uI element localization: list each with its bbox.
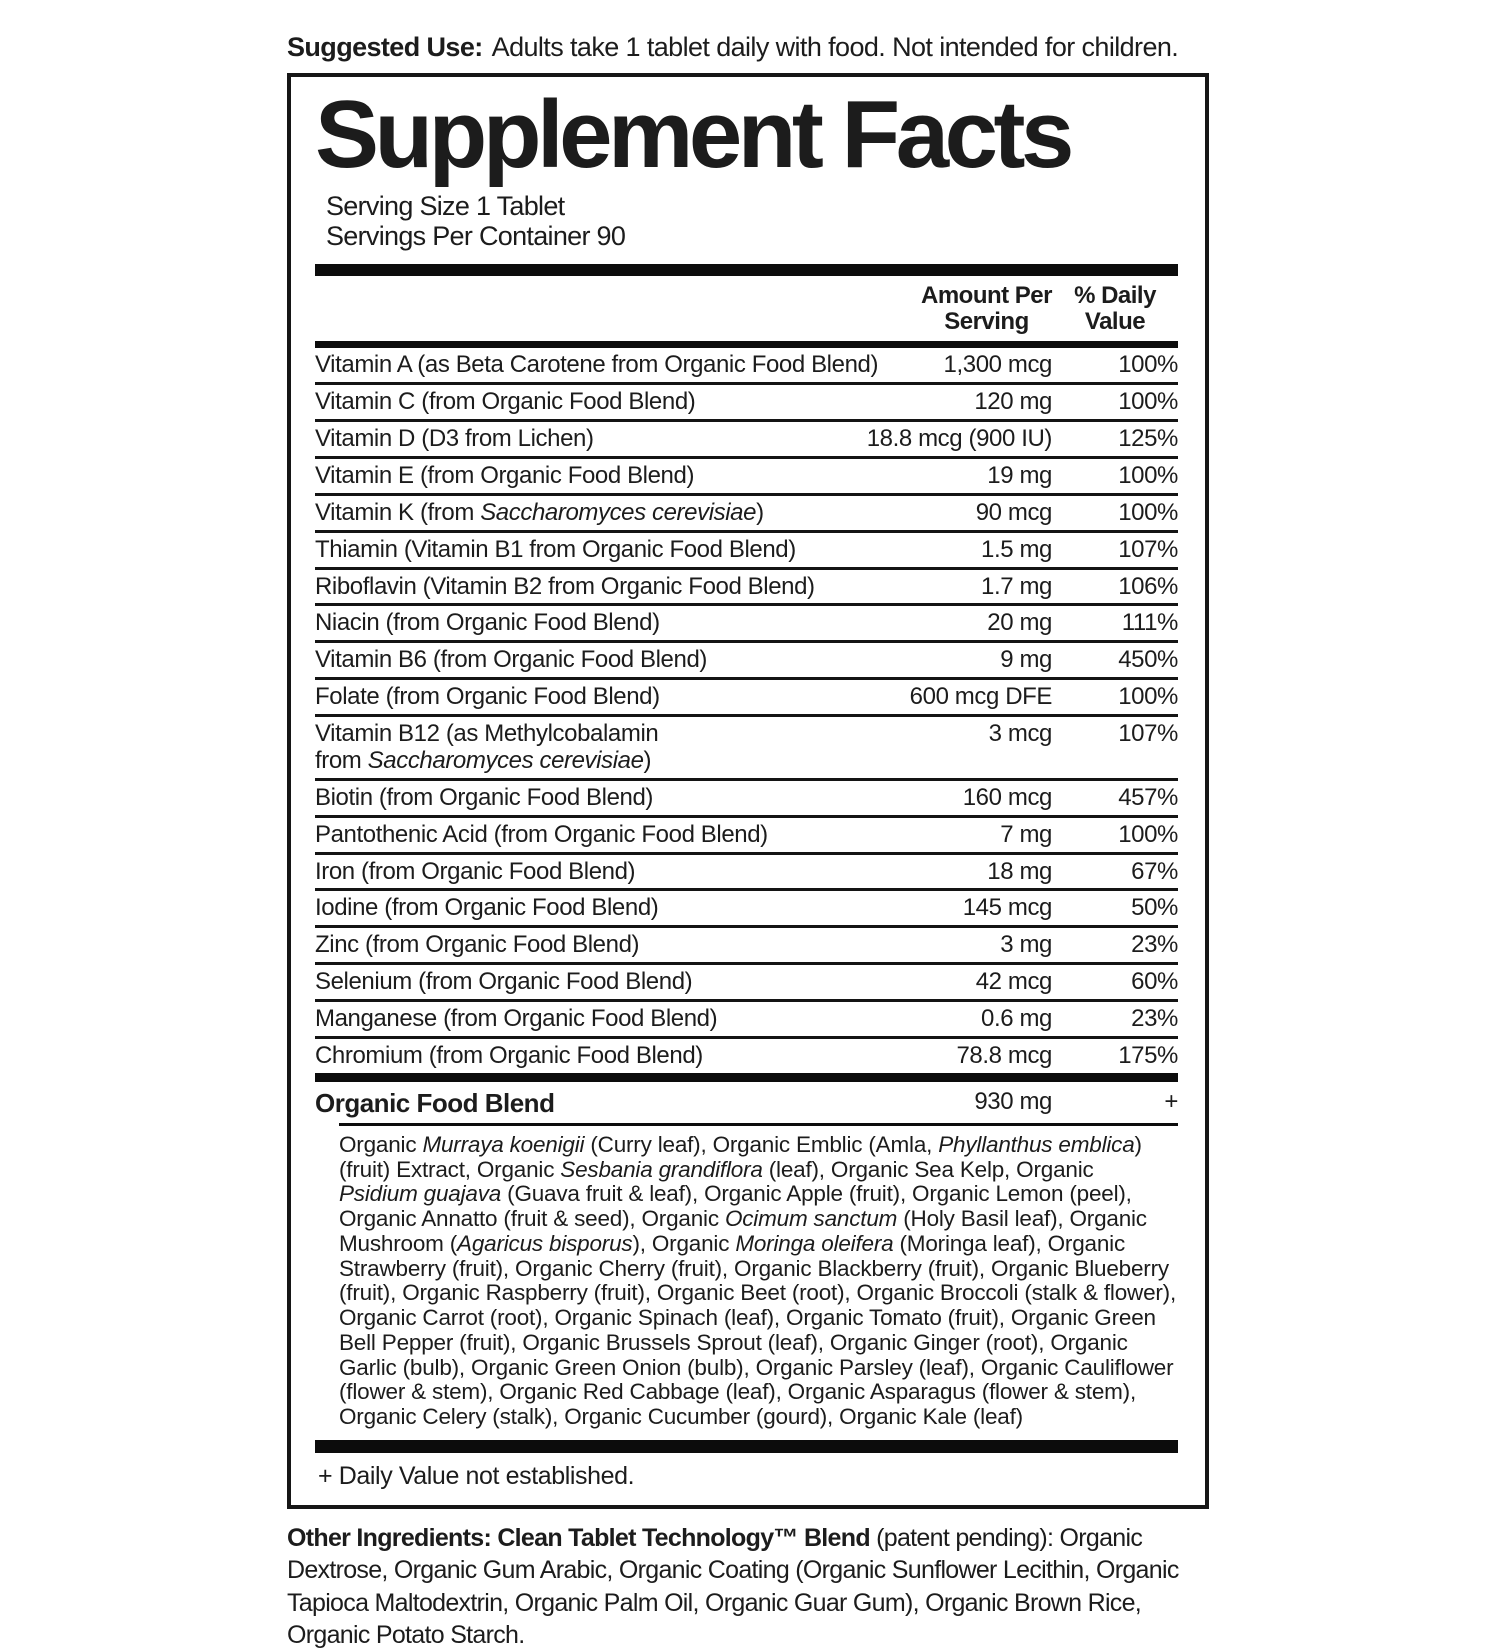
suggested-use-label: Suggested Use: bbox=[287, 32, 483, 62]
nutrient-dv: 107% bbox=[1118, 720, 1178, 748]
nutrient-dv: 106% bbox=[1118, 572, 1178, 600]
nutrient-name: Biotin (from Organic Food Blend) bbox=[315, 783, 654, 811]
column-header-dv bbox=[1052, 283, 1178, 337]
nutrient-row bbox=[315, 567, 1178, 604]
divider-thick-bottom bbox=[315, 1440, 1178, 1453]
nutrient-row bbox=[315, 603, 1178, 640]
nutrient-dv: 67% bbox=[1131, 857, 1178, 885]
nutrient-amount: 9 mg bbox=[1000, 646, 1052, 674]
suggested-use-text: Adults take 1 tablet daily with food. Not intended for children. bbox=[491, 32, 1179, 62]
nutrient-row bbox=[315, 714, 1178, 778]
blend-dv: + bbox=[1164, 1087, 1178, 1115]
nutrient-amount: 3 mg bbox=[1000, 931, 1052, 959]
nutrient-name: Iodine (from Organic Food Blend) bbox=[315, 894, 659, 922]
nutrient-amount: 7 mg bbox=[1000, 820, 1052, 848]
label bbox=[287, 32, 1209, 1652]
nutrient-name: Folate (from Organic Food Blend) bbox=[315, 683, 660, 711]
nutrient-dv: 23% bbox=[1131, 931, 1178, 959]
nutrient-row bbox=[315, 962, 1178, 999]
serving-size: Serving Size 1 Tablet bbox=[326, 191, 565, 222]
nutrient-amount: 18.8 mcg (900 IU) bbox=[866, 425, 1052, 453]
nutrient-dv: 100% bbox=[1118, 820, 1178, 848]
nutrient-amount: 3 mcg bbox=[988, 720, 1052, 748]
nutrient-amount: 600 mcg DFE bbox=[909, 683, 1052, 711]
nutrient-dv: 100% bbox=[1118, 461, 1178, 489]
nutrient-amount: 1,300 mcg bbox=[943, 351, 1052, 379]
column-header-amount bbox=[921, 283, 1052, 337]
nutrient-row bbox=[315, 640, 1178, 677]
nutrient-name: Vitamin A (as Beta Carotene from Organic Food Blend) bbox=[315, 351, 879, 379]
nutrient-amount: 160 mcg bbox=[962, 783, 1052, 811]
divider-header bbox=[315, 341, 1178, 348]
nutrient-amount: 0.6 mg bbox=[981, 1005, 1052, 1033]
nutrient-name: Vitamin C (from Organic Food Blend) bbox=[315, 388, 696, 416]
nutrient-amount: 1.7 mg bbox=[981, 572, 1052, 600]
nutrient-dv: 100% bbox=[1118, 388, 1178, 416]
nutrient-amount: 78.8 mcg bbox=[956, 1041, 1052, 1069]
nutrient-dv: 50% bbox=[1131, 894, 1178, 922]
divider-blend bbox=[315, 1073, 1178, 1082]
nutrient-dv: 111% bbox=[1121, 609, 1178, 637]
blend-row bbox=[315, 1082, 1178, 1123]
nutrient-row bbox=[315, 348, 1178, 382]
daily-value-footnote: + Daily Value not established. bbox=[318, 1461, 635, 1490]
nutrient-amount: 18 mg bbox=[987, 857, 1052, 885]
divider-thin-blend bbox=[339, 1123, 1178, 1126]
column-header-amount-line1: Amount Per bbox=[920, 281, 1052, 309]
column-header-dv-line2: Value bbox=[1084, 308, 1146, 336]
nutrient-name: Vitamin B6 (from Organic Food Blend) bbox=[315, 646, 707, 674]
nutrient-dv: 457% bbox=[1118, 783, 1178, 811]
nutrient-amount: 145 mcg bbox=[962, 894, 1052, 922]
nutrient-dv: 125% bbox=[1118, 425, 1178, 453]
nutrient-amount: 20 mg bbox=[987, 609, 1052, 637]
nutrient-row bbox=[315, 888, 1178, 925]
nutrient-dv: 100% bbox=[1118, 351, 1178, 379]
nutrient-amount: 120 mg bbox=[974, 388, 1052, 416]
nutrient-name: Vitamin K (from Saccharomyces cerevisiae) bbox=[315, 498, 764, 526]
nutrient-name: Pantothenic Acid (from Organic Food Blend) bbox=[315, 820, 768, 848]
servings-per-container: Servings Per Container 90 bbox=[326, 221, 626, 252]
nutrient-name: Selenium (from Organic Food Blend) bbox=[315, 968, 693, 996]
nutrient-dv: 60% bbox=[1131, 968, 1178, 996]
blend-amount: 930 mg bbox=[974, 1087, 1052, 1115]
blend-name: Organic Food Blend bbox=[315, 1087, 555, 1118]
divider-thick-top bbox=[315, 264, 1178, 276]
nutrient-row bbox=[315, 1036, 1178, 1073]
column-header-row bbox=[315, 276, 1178, 342]
nutrient-name: Manganese (from Organic Food Blend) bbox=[315, 1005, 718, 1033]
column-header-dv-line1: % Daily bbox=[1074, 281, 1156, 309]
column-header-amount-line2: Serving bbox=[944, 308, 1029, 336]
nutrient-row bbox=[315, 419, 1178, 456]
supplement-facts-panel bbox=[287, 73, 1209, 1509]
nutrient-row bbox=[315, 999, 1178, 1036]
nutrient-row bbox=[315, 852, 1178, 889]
nutrient-dv: 23% bbox=[1131, 1005, 1178, 1033]
nutrient-name: Vitamin E (from Organic Food Blend) bbox=[315, 461, 695, 489]
nutrient-row bbox=[315, 493, 1178, 530]
nutrient-row bbox=[315, 778, 1178, 815]
nutrient-name: Niacin (from Organic Food Blend) bbox=[315, 609, 660, 637]
nutrient-rows bbox=[315, 348, 1178, 1073]
nutrient-name: Vitamin D (D3 from Lichen) bbox=[315, 425, 594, 453]
blend-ingredients-paragraph: Organic Murraya koenigii (Curry leaf), Organic Emblic (Amla, Phyllanthus emblica) (fruit) Extract, Organic Sesbania grandiflora (leaf), Organic Sea Kelp, Organic Psidium guajava (Guava fruit & leaf), Organic Apple (fruit), Organic Lemon (peel), Organic Annatto (fruit & seed), Organic Ocimum sanctum (Holy Basil leaf), Organic Mushroom (Agaricus bisporus), Organic Moringa oleifera (Moringa leaf), Organic Strawberry (fruit), Organic Cherry (fruit), Organic Blackberry (fruit), Organic Blueberry (fruit), Organic Raspberry (fruit), Organic Beet (root), Organic Broccoli (stalk & flower), Organic Carrot (root), Organic Spinach (leaf), Organic Tomato (fruit), Organic Green Bell Pepper (fruit), Organic Brussels Sprout (leaf), Organic Ginger (root), Organic Garlic (bulb), Organic Green Onion (bulb), Organic Parsley (leaf), Organic Cauliflower (flower & stem), Organic Red Cabbage (leaf), Organic Asparagus (flower & stem), Organic Celery (stalk), Organic Cucumber (gourd), Organic Kale (leaf) bbox=[339, 1131, 1177, 1430]
nutrient-dv: 107% bbox=[1118, 535, 1178, 563]
suggested-use bbox=[287, 32, 1209, 63]
nutrient-name: Iron (from Organic Food Blend) bbox=[315, 857, 636, 885]
panel-title: Supplement Facts bbox=[315, 81, 1070, 189]
nutrient-name: Vitamin B12 (as Methylcobalamin from Saccharomyces cerevisiae) bbox=[315, 720, 659, 774]
nutrient-name: Chromium (from Organic Food Blend) bbox=[315, 1041, 703, 1069]
nutrient-row bbox=[315, 382, 1178, 419]
nutrient-amount: 1.5 mg bbox=[981, 535, 1052, 563]
nutrient-amount: 90 mcg bbox=[975, 498, 1052, 526]
nutrient-name: Riboflavin (Vitamin B2 from Organic Food Blend) bbox=[315, 572, 815, 600]
nutrient-row bbox=[315, 815, 1178, 852]
nutrient-dv: 450% bbox=[1118, 646, 1178, 674]
nutrient-dv: 175% bbox=[1118, 1041, 1178, 1069]
nutrient-dv: 100% bbox=[1118, 683, 1178, 711]
nutrient-row bbox=[315, 530, 1178, 567]
nutrient-amount: 19 mg bbox=[987, 461, 1052, 489]
nutrient-amount: 42 mcg bbox=[975, 968, 1052, 996]
nutrient-name: Thiamin (Vitamin B1 from Organic Food Blend) bbox=[315, 535, 796, 563]
nutrient-name: Zinc (from Organic Food Blend) bbox=[315, 931, 640, 959]
nutrient-dv: 100% bbox=[1118, 498, 1178, 526]
nutrient-row bbox=[315, 925, 1178, 962]
nutrient-row bbox=[315, 677, 1178, 714]
other-ingredients-paragraph: Other Ingredients: Clean Tablet Technology™ Blend (patent pending): Organic Dextrose, Organic Gum Arabic, Organic Coating (Organic Sunflower Lecithin, Organic Tapioca Maltodextrin, Organic Palm Oil, Organic Guar Gum), Organic Brown Rice, Organic Potato Starch. bbox=[287, 1523, 1179, 1650]
nutrient-row bbox=[315, 456, 1178, 493]
